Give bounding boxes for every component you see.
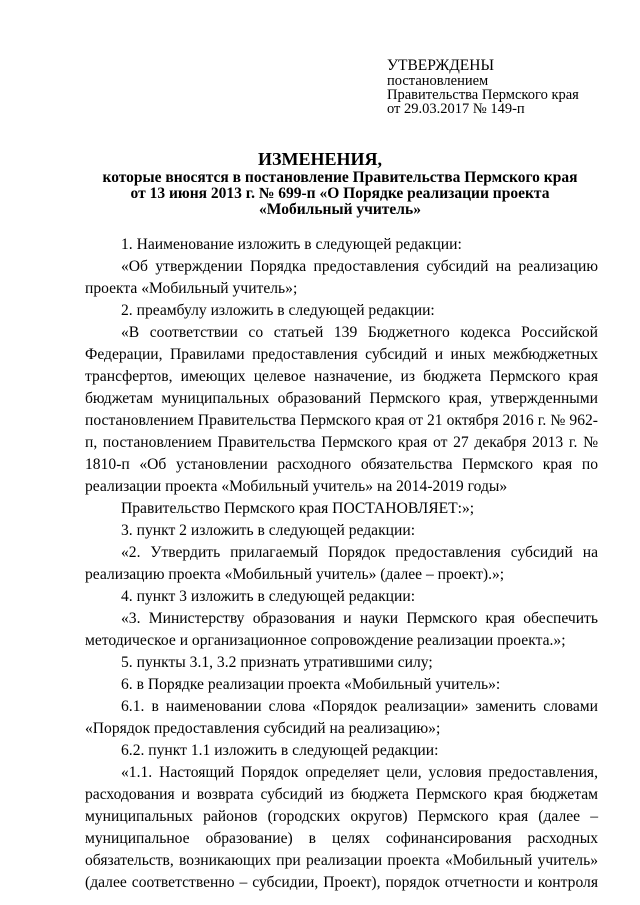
paragraph: 6.1. в наименовании слова «Порядок реализации» заменить словами «Порядок предоставления субсидий на реализацию»; [85, 698, 598, 737]
document-body [85, 234, 598, 894]
approval-line-3: от 29.03.2017 № 149-п [387, 101, 525, 117]
paragraph: 1. Наименование изложить в следующей редакции: [121, 236, 462, 253]
paragraph: 3. пункт 2 изложить в следующей редакции: [121, 522, 416, 539]
paragraph: «2. Утвердить прилагаемый Порядок предоставления субсидий на реализацию проекта «Мобильный учитель» (далее – проект).»; [85, 544, 598, 583]
paragraph: 4. пункт 3 изложить в следующей редакции: [121, 588, 416, 605]
subtitle-line-2: от 13 июня 2013 г. № 699-п «О Порядке реализации проекта [130, 185, 550, 202]
paragraph: «3. Министерству образования и науки Пермского края обеспечить методическое и организационное сопровождение реализации проекта.»; [85, 610, 598, 649]
document-subtitle [90, 170, 590, 218]
subtitle-line-1: которые вносятся в постановление Правительства Пермского края [102, 169, 578, 186]
paragraph: 6.2. пункт 1.1 изложить в следующей редакции: [121, 742, 439, 759]
approval-block [387, 58, 627, 116]
paragraph: 5. пункты 3.1, 3.2 признать утратившими силу; [121, 654, 433, 671]
approval-line-2: Правительства Пермского края [387, 87, 579, 103]
subtitle-line-3: «Мобильный учитель» [259, 201, 421, 218]
approval-heading: УТВЕРЖДЕНЫ [387, 57, 494, 74]
approval-line-1: постановлением [387, 73, 489, 89]
paragraph: Правительство Пермского края ПОСТАНОВЛЯЕТ:»; [121, 500, 475, 517]
paragraph: «Об утверждении Порядка предоставления субсидий на реализацию проекта «Мобильный учитель»; [85, 258, 598, 297]
paragraph: 2. преамбулу изложить в следующей редакции: [121, 302, 435, 319]
paragraph: «1.1. Настоящий Порядок определяет цели, условия предоставления, расходования и возврата субсидий из бюджета Пермского края бюджетам муниципальных районов (городских округов) Пермского края (далее – муниципальное образование) в целях софинансирования расходных обязательств, возникающих при реализации проекта «Мобильный учитель» (далее соответственно – субсидии, Проект), порядок отчетности и контроля [85, 764, 598, 891]
paragraph: 6. в Порядке реализации проекта «Мобильный учитель»: [121, 676, 501, 693]
document-title: ИЗМЕНЕНИЯ, [257, 149, 382, 169]
paragraph: «В соответствии со статьей 139 Бюджетного кодекса Российской Федерации, Правилами предоставления субсидий и иных межбюджетных трансфертов, имеющих целевое назначение, из бюджета Пермского края бюджетам муниципальных образований Пермского края, утвержденными постановлением Правительства Пермского края от 21 октября 2016 г. № 962-п, постановлением Правительства Пермского края от 27 декабря 2013 г. № 1810-п «Об установлении расходного обязательства Пермского края по реализации проекта «Мобильный учитель» на 2014-2019 годы» [85, 324, 598, 495]
